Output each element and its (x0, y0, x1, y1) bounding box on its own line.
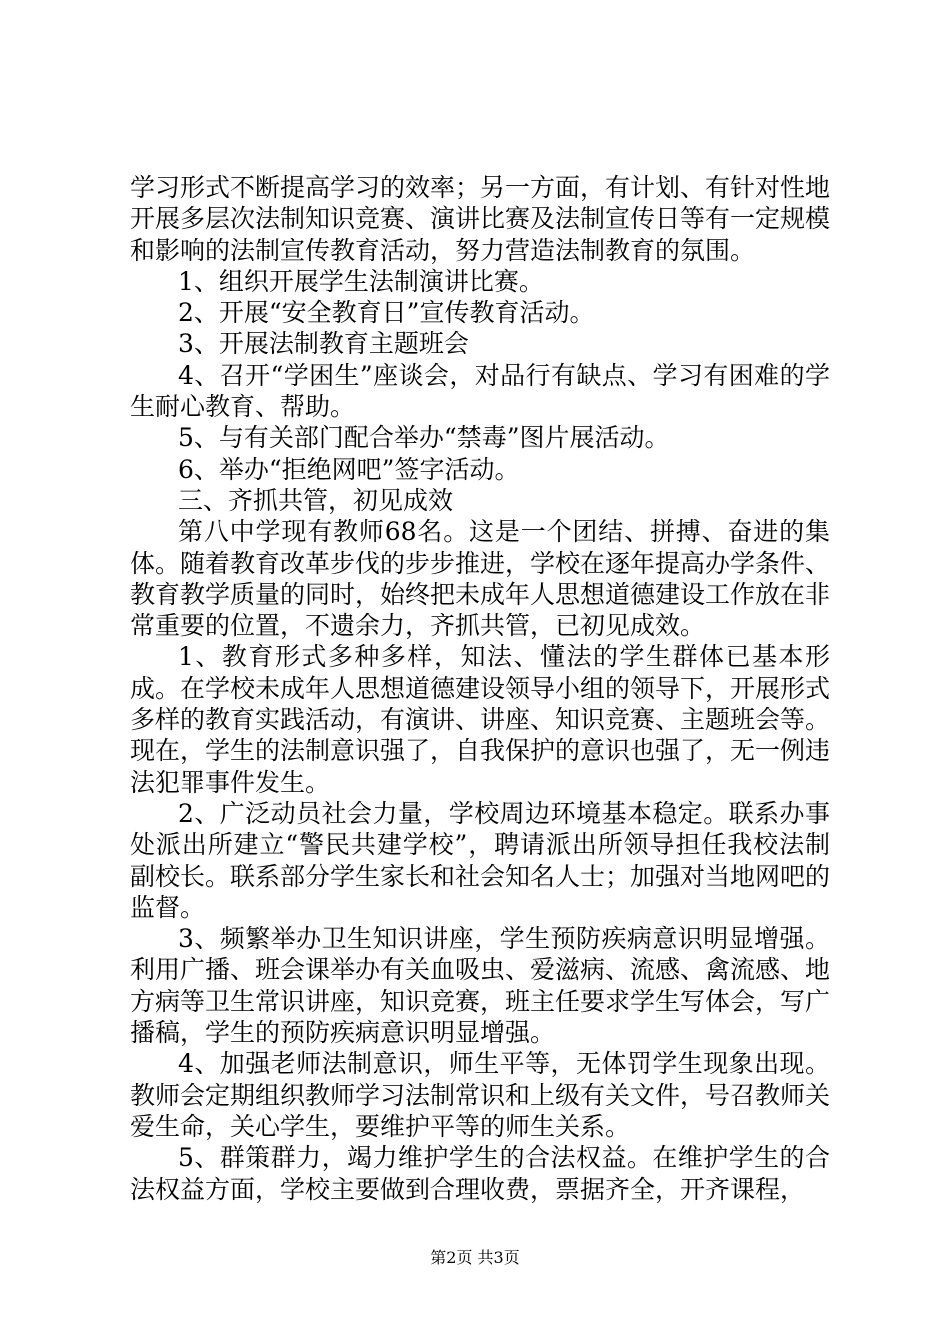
paragraph-13: 5、群策群力，竭力维护学生的合法权益。在维护学生的合法权益方面，学校主要做到合理收费，票据齐全，开齐课程， (130, 1143, 830, 1204)
page-number: 第2页 共3页 (430, 1248, 520, 1267)
paragraph-3: 3、开展法制教育主题班会 (178, 329, 469, 359)
paragraph-1: 1、组织开展学生法制演讲比赛。 (178, 266, 544, 296)
paragraph-2: 2、开展“安全教育日”宣传教育活动。 (178, 298, 595, 328)
paragraph-11: 3、频繁举办卫生知识讲座，学生预防疾病意识明显增强。利用广播、班会课举办有关血吸虫、爱滋病、流感、禽流感、地方病等卫生常识讲座，知识竞赛，班主任要求学生写体会，写广播稿，学生的预防疾病意识明显增强。 (130, 924, 831, 1048)
paragraph-6: 6、举办“拒绝网吧”签字活动。 (178, 454, 520, 484)
section-heading-3: 三、齐抓共管，初见成效 (178, 485, 454, 515)
paragraph-8: 第八中学现有教师68名。这是一个团结、拼搏、奋进的集体。随着教育改革步伐的步步推进，学校在逐年提高办学条件、教育教学质量的同时，始终把未成年人思想道德建设工作放在非常重要的位置，不遗余力，齐抓共管，已初见成效。 (130, 517, 831, 641)
paragraph-9: 1、教育形式多种多样，知法、懂法的学生群体已基本形成。在学校未成年人思想道德建设领导小组的领导下，开展形式多样的教育实践活动，有演讲、讲座、知识竞赛、主题班会等。现在，学生的法制意识强了，自我保护的意识也强了，无一例违法犯罪事件发生。 (130, 642, 831, 797)
paragraph-0: 学习形式不断提高学习的效率；另一方面，有计划、有针对性地开展多层次法制知识竞赛、演讲比赛及法制宣传日等有一定规模和影响的法制宣传教育活动，努力营造法制教育的氛围。 (130, 173, 831, 265)
paragraph-5: 5、与有关部门配合举办“禁毒”图片展活动。 (178, 423, 670, 453)
paragraph-10: 2、广泛动员社会力量，学校周边环境基本稳定。联系办事处派出所建立“警民共建学校”，聘请派出所领导担任我校法制副校长。联系部分学生家长和社会知名人士；加强对当地网吧的监督。 (130, 798, 831, 922)
paragraph-12: 4、加强老师法制意识，师生平等，无体罚学生现象出现。教师会定期组织教师学习法制常识和上级有关文件，号召教师关爱生命，关心学生，要维护平等的师生关系。 (130, 1049, 831, 1141)
paragraph-4: 4、召开“学困生”座谈会，对品行有缺点、学习有困难的学生耐心教育、帮助。 (130, 360, 830, 422)
document-body (130, 172, 830, 1205)
